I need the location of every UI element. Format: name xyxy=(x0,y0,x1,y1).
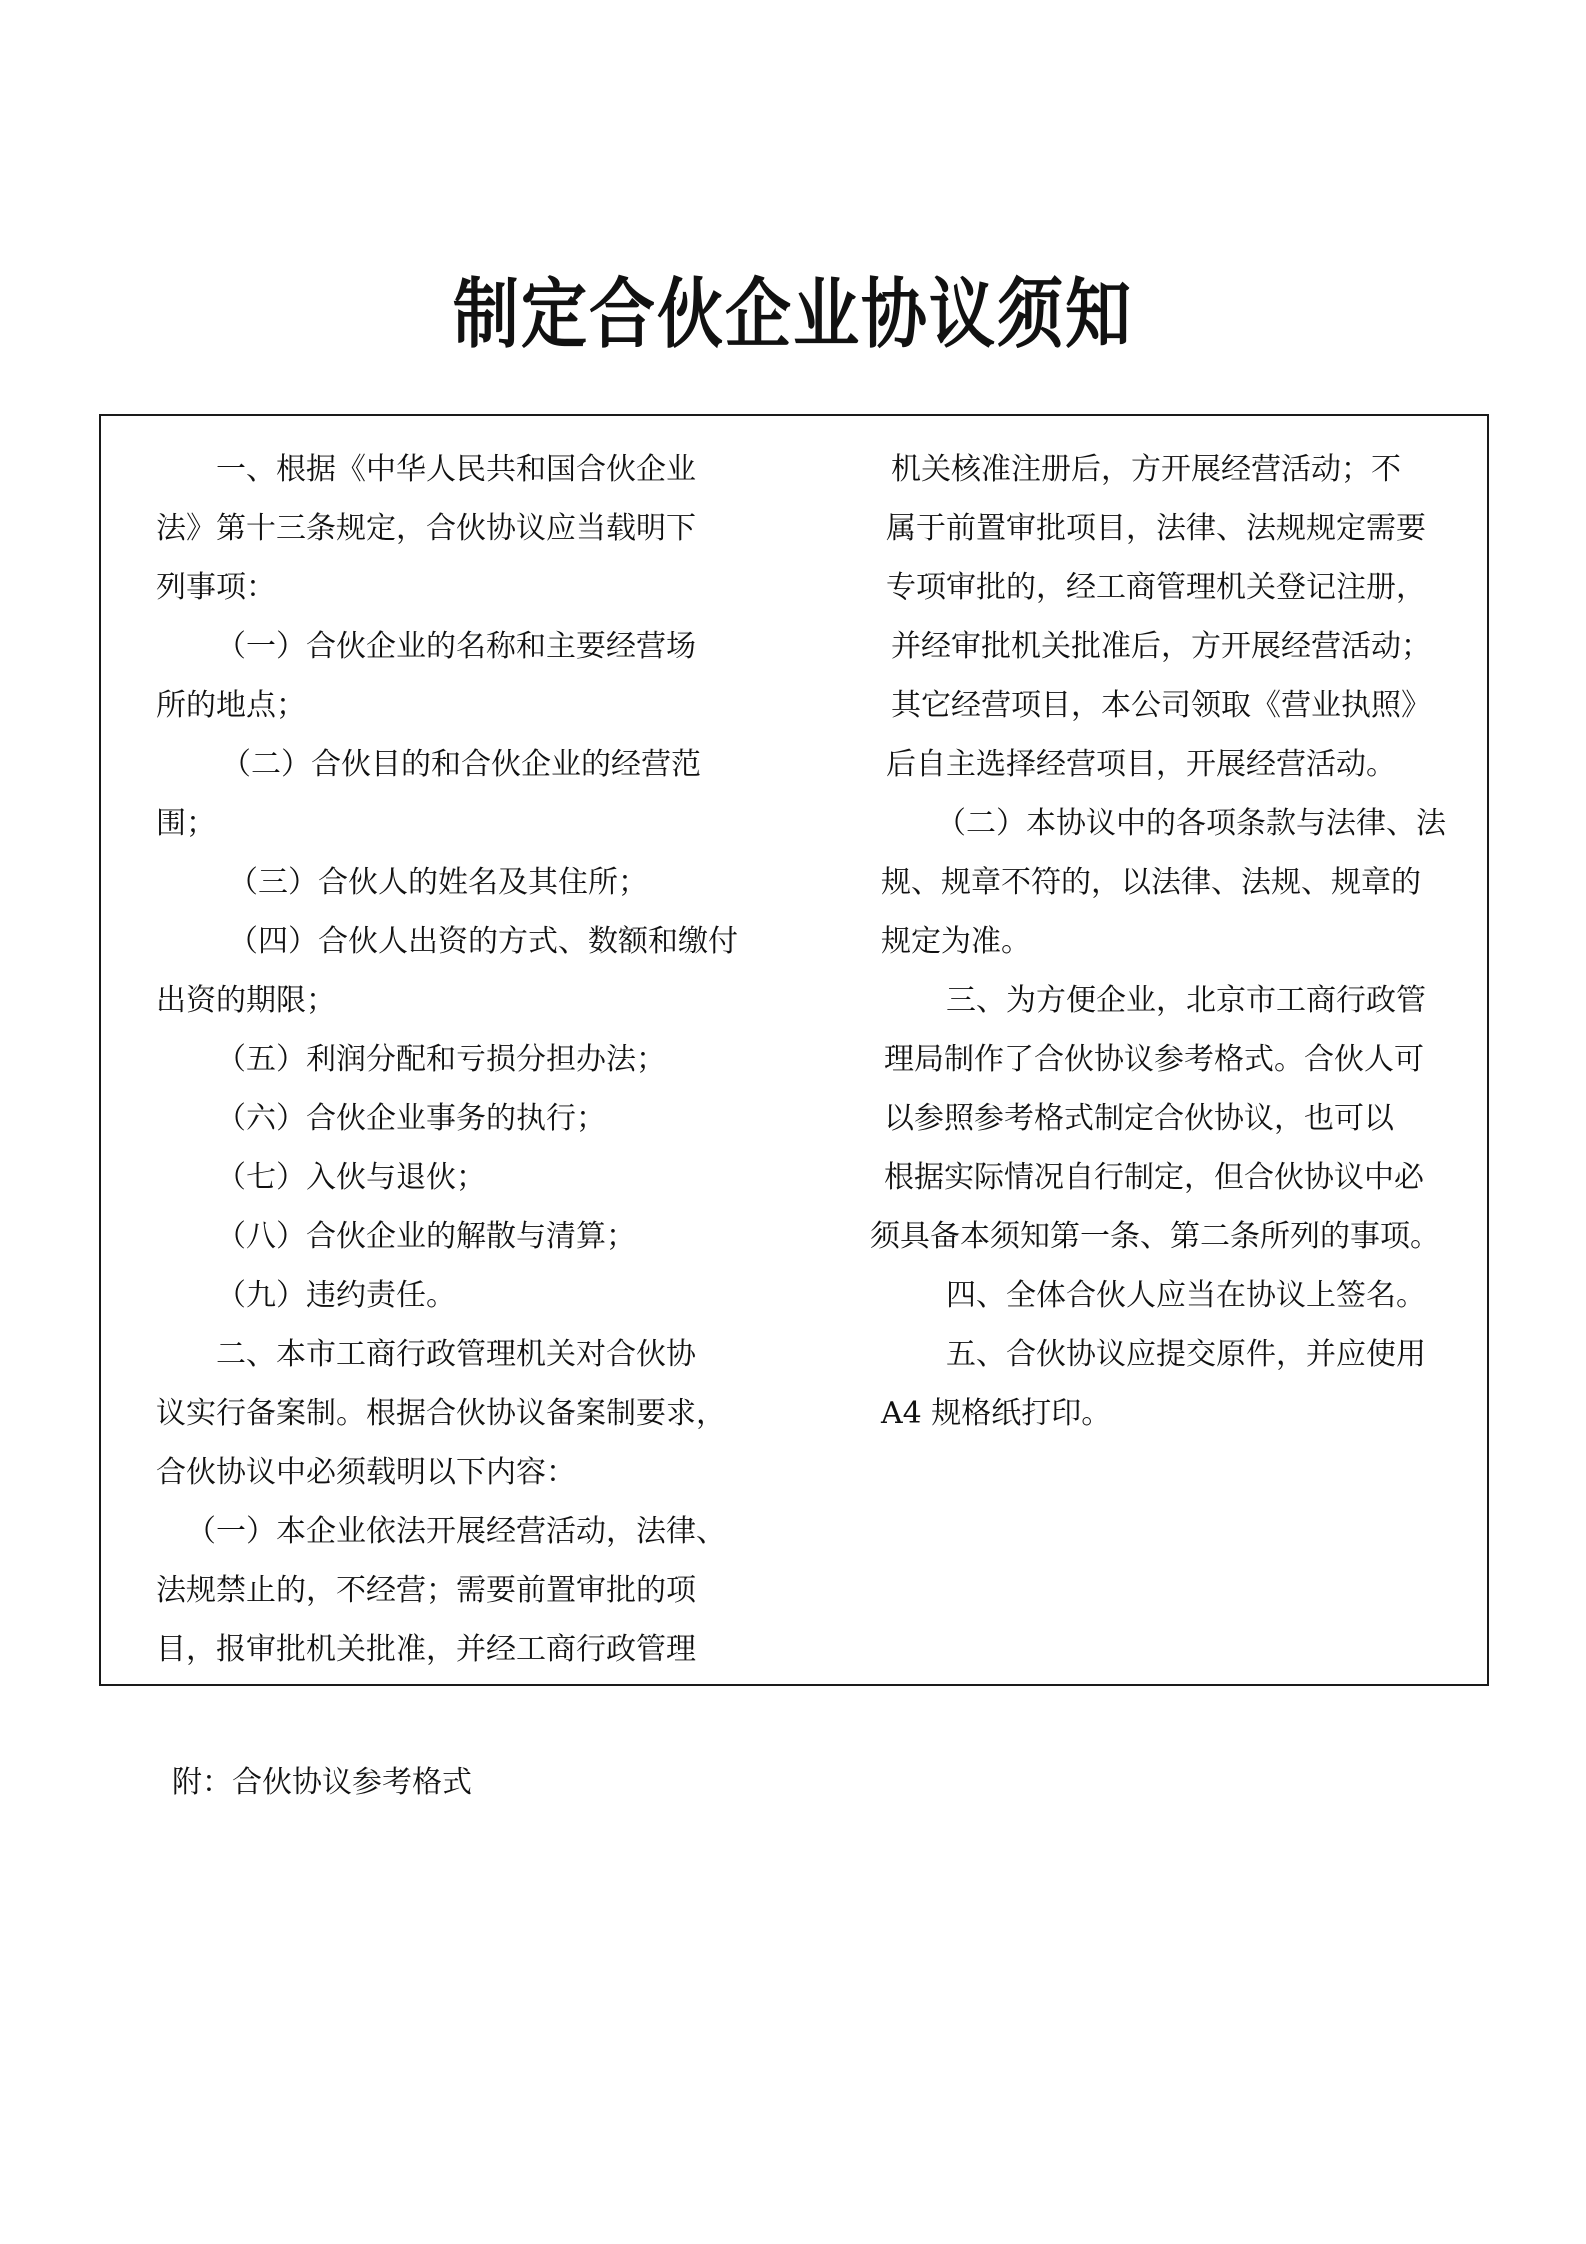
text-line: 围； xyxy=(156,806,216,841)
text-line: 并经审批机关批准后，方开展经营活动； xyxy=(891,629,1431,664)
text-line: 五、合伙协议应提交原件，并应使用 xyxy=(946,1337,1426,1372)
text-line: （九）违约责任。 xyxy=(216,1278,456,1313)
text-line: 列事项： xyxy=(156,570,276,605)
text-line: （二）合伙目的和合伙企业的经营范 xyxy=(221,747,701,782)
text-line: （二）本协议中的各项条款与法律、法 xyxy=(936,806,1446,841)
text-line: 须具备本须知第一条、第二条所列的事项。 xyxy=(870,1219,1440,1254)
text-line: （四）合伙人出资的方式、数额和缴付 xyxy=(228,924,738,959)
appendix-note: 附：合伙协议参考格式 xyxy=(172,1765,472,1800)
text-line: 属于前置审批项目，法律、法规规定需要 xyxy=(886,511,1426,546)
text-line: 理局制作了合伙协议参考格式。合伙人可 xyxy=(884,1042,1424,1077)
text-line: 三、为方便企业，北京市工商行政管 xyxy=(946,983,1426,1018)
text-line: （一）本企业依法开展经营活动，法律、 xyxy=(186,1514,726,1549)
text-line: 法》第十三条规定，合伙协议应当载明下 xyxy=(156,511,696,546)
text-line: 以参照参考格式制定合伙协议，也可以 xyxy=(884,1101,1394,1136)
text-line: 议实行备案制。根据合伙协议备案制要求， xyxy=(156,1396,726,1431)
text-line: 规定为准。 xyxy=(881,924,1031,959)
text-line: 机关核准注册后，方开展经营活动；不 xyxy=(891,452,1401,487)
text-line: 法规禁止的，不经营；需要前置审批的项 xyxy=(156,1573,696,1608)
text-line: 一、根据《中华人民共和国合伙企业 xyxy=(216,452,696,487)
text-line: 专项审批的，经工商管理机关登记注册， xyxy=(886,570,1426,605)
text-line: （八）合伙企业的解散与清算； xyxy=(216,1219,636,1254)
right-column xyxy=(870,440,1476,1443)
text-line: A4 规格纸打印。 xyxy=(881,1396,1112,1431)
text-line: （一）合伙企业的名称和主要经营场 xyxy=(216,629,696,664)
text-line: 出资的期限； xyxy=(156,983,336,1018)
text-line: 所的地点； xyxy=(156,688,306,723)
text-line: 二、本市工商行政管理机关对合伙协 xyxy=(216,1337,696,1372)
text-line: 后自主选择经营项目，开展经营活动。 xyxy=(886,747,1396,782)
text-line: 合伙协议中必须载明以下内容： xyxy=(156,1455,576,1490)
text-line: 目，报审批机关批准，并经工商行政管理 xyxy=(156,1632,696,1667)
text-line: 其它经营项目，本公司领取《营业执照》 xyxy=(891,688,1431,723)
notice-box xyxy=(99,414,1489,1686)
text-line: （七）入伙与退伙； xyxy=(216,1160,486,1195)
left-column xyxy=(156,440,756,1679)
document-title: 制定合伙企业协议须知 xyxy=(453,270,1133,359)
text-line: 四、全体合伙人应当在协议上签名。 xyxy=(946,1278,1426,1313)
text-line: 规、规章不符的，以法律、法规、规章的 xyxy=(881,865,1421,900)
text-line: （六）合伙企业事务的执行； xyxy=(216,1101,606,1136)
text-line: （五）利润分配和亏损分担办法； xyxy=(216,1042,666,1077)
text-line: （三）合伙人的姓名及其住所； xyxy=(228,865,648,900)
text-line: 根据实际情况自行制定，但合伙协议中必 xyxy=(884,1160,1424,1195)
